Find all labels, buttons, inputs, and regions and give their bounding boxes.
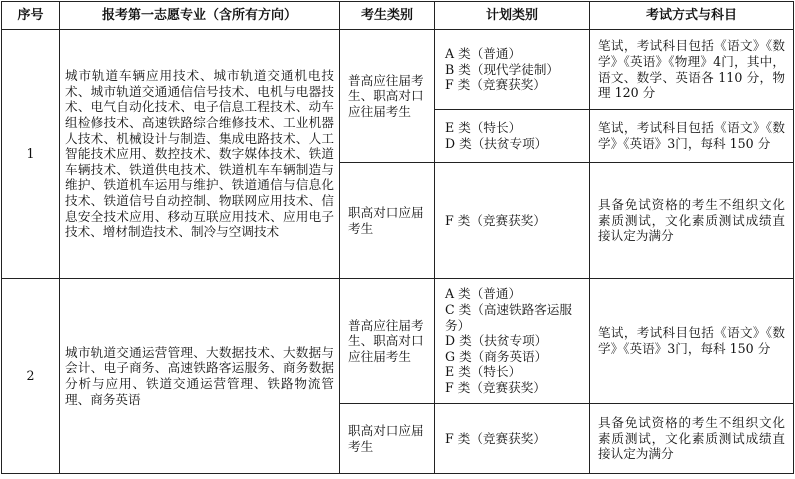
plan-category <box>435 30 590 110</box>
major-list: 城市轨道车辆应用技术、城市轨道交通机电技术、城市轨道交通通信信号技术、电机与电器技术、电气自动化技术、电子信息工程技术、动车组检修技术、高速铁路综合维修技术、工业机器人技术、机械设计与制造、集成电路技术、人工智能技术应用、数控技术、数字媒体技术、铁道车辆技术、铁道供电技术、铁道机车车辆制造与维护、铁道机车运用与维护、铁道通信与信息化技术、铁道信号自动控制、物联网应用技术、信息安全技术应用、移动互联应用技术、应用电子技术、增材制造技术、制冷与空调技术 <box>60 30 340 279</box>
plan-line: D 类（扶贫专项） <box>445 136 548 151</box>
plan-line: D 类（扶贫专项） <box>445 333 548 349</box>
admission-table <box>1 1 794 474</box>
candidate-category: 普高应往届考生、职高对口应往届考生 <box>340 279 435 404</box>
plan-line: F 类（竞赛获奖） <box>445 379 546 395</box>
header-exam: 考试方式与科目 <box>590 2 794 30</box>
plan-line: B 类（现代学徒制） <box>445 61 560 77</box>
plan-category <box>435 163 590 279</box>
plan-category <box>435 279 590 404</box>
row-index: 1 <box>2 30 60 279</box>
plan-category <box>435 404 590 474</box>
candidate-category: 普高应往届考生、职高对口应往届考生 <box>340 30 435 163</box>
candidate-category: 职高对口应届考生 <box>340 163 435 279</box>
header-category: 考生类别 <box>340 2 435 30</box>
header-idx: 序号 <box>2 2 60 30</box>
plan-category <box>435 110 590 163</box>
exam-method: 具备免试资格的考生不组织文化素质测试，文化素质测试成绩直接认定为满分 <box>590 163 794 279</box>
plan-line: F 类（竞赛获奖） <box>445 212 546 228</box>
major-list: 城市轨道交通运营管理、大数据技术、大数据与会计、电子商务、高速铁路客运服务、商务数据分析与应用、铁道交通运营管理、铁路物流管理、商务英语 <box>60 279 340 474</box>
exam-method: 笔试，考试科目包括《语文》《数学》《英语》3门，每科 150 分 <box>590 110 794 163</box>
plan-line: F 类（竞赛获奖） <box>445 430 546 446</box>
header-major: 报考第一志愿专业（含所有方向） <box>60 2 340 30</box>
table-row <box>2 279 794 404</box>
exam-method: 具备免试资格的考生不组织文化素质测试，文化素质测试成绩直接认定为满分 <box>590 404 794 474</box>
row-index: 2 <box>2 279 60 474</box>
header-row <box>2 2 794 30</box>
table-row <box>2 30 794 110</box>
exam-method: 笔试，考试科目包括《语文》《数学》《英语》《物理》4门，其中，语文、数学、英语各 110 分，物理 120 分 <box>590 30 794 110</box>
plan-line: C 类（高速铁路客运服务） <box>445 302 572 333</box>
plan-line: A 类（普通） <box>445 286 522 302</box>
plan-line: F 类（竞赛获奖） <box>445 77 546 93</box>
plan-line: E 类（特长） <box>445 120 522 136</box>
plan-line: A 类（普通） <box>445 46 522 62</box>
plan-line: G 类（商务英语） <box>445 348 548 364</box>
candidate-category: 职高对口应届考生 <box>340 404 435 474</box>
header-plan: 计划类别 <box>435 2 590 30</box>
plan-line: E 类（特长） <box>445 364 522 380</box>
exam-method: 笔试，考试科目包括《语文》《数学》《英语》3门，每科 150 分 <box>590 279 794 404</box>
